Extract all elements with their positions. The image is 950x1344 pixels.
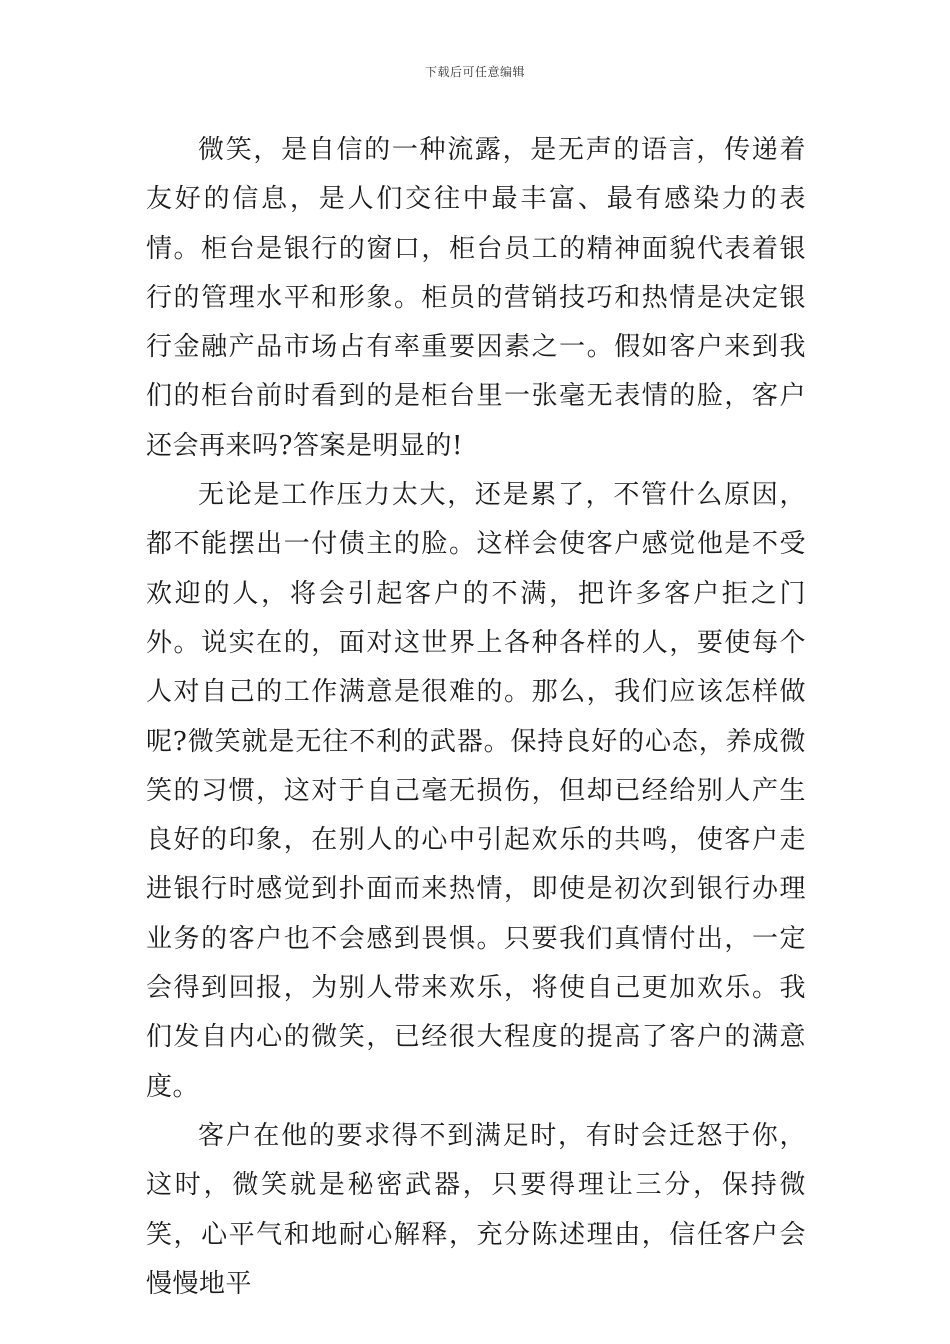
paragraph-2: 无论是工作压力太大，还是累了，不管什么原因，都不能摆出一付债主的脸。这样会使客户感觉他是不受欢迎的人，将会引起客户的不满，把许多客户拒之门外。说实在的，面对这世界上各种各样的人，要使每个人对自己的工作满意是很难的。那么，我们应该怎样做呢?微笑就是无往不利的武器。保持良好的心态，养成微笑的习惯，这对于自己毫无损伤，但却已经给别人产生良好的印象，在别人的心中引起欢乐的共鸣，使客户走进银行时感觉到扑面而来热情，即使是初次到银行办理业务的客户也不会感到畏惧。只要我们真情付出，一定会得到回报，为别人带来欢乐，将使自己更加欢乐。我们发自内心的微笑，已经很大程度的提高了客户的满意度。: [146, 480, 806, 1102]
paragraph-1: 微笑，是自信的一种流露，是无声的语言，传递着友好的信息，是人们交往中最丰富、最有感染力的表情。柜台是银行的窗口，柜台员工的精神面貌代表着银行的管理水平和形象。柜员的营销技巧和热情是决定银行金融产品市场占有率重要因素之一。假如客户来到我们的柜台前时看到的是柜台里一张毫无表情的脸，客户还会再来吗?答案是明显的!: [146, 135, 806, 461]
paragraph-3: 客户在他的要求得不到满足时，有时会迁怒于你，这时，微笑就是秘密武器，只要得理让三分，保持微笑，心平气和地耐心解释，充分陈述理由，信任客户会慢慢地平: [146, 1120, 806, 1299]
page-header: 下载后可任意编辑: [424, 65, 525, 79]
document-body: [146, 126, 806, 1309]
